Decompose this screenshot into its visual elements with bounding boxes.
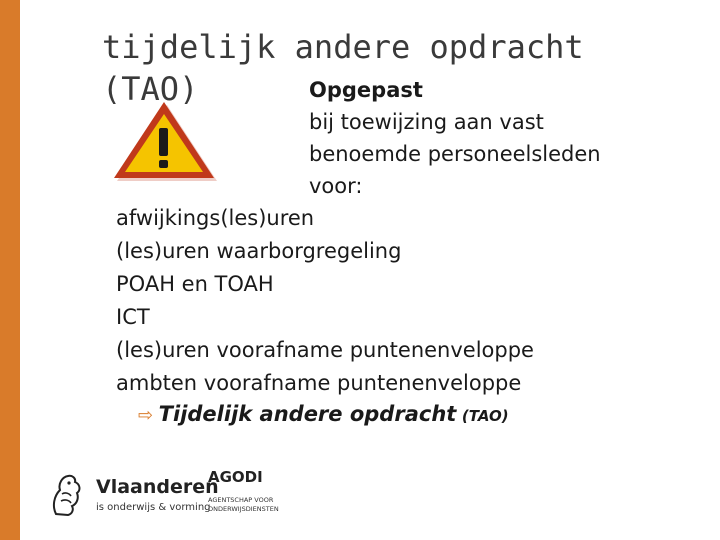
- list-item: afwijkings(les)uren: [116, 206, 315, 230]
- list-item: POAH en TOAH: [116, 272, 274, 296]
- arrow-right-icon: ⇨: [138, 405, 154, 426]
- assignment-list: [116, 202, 534, 400]
- slide-title: tijdelijk andere opdracht (TAO): [102, 28, 584, 108]
- warning-heading: Opgepast: [309, 78, 423, 102]
- list-item: (les)uren waarborgregeling: [116, 239, 402, 263]
- agodi-subtitle: AGENTSCHAP VOOR ONDERWIJSDIENSTEN: [208, 496, 279, 513]
- warning-text: bij toewijzing aan vast benoemde personeelsleden voor:: [309, 110, 601, 198]
- conclusion-text: Tijdelijk andere opdracht: [158, 402, 457, 426]
- conclusion-line: [138, 402, 509, 426]
- footer-logos: [48, 468, 308, 528]
- list-item: ICT: [116, 305, 150, 329]
- vlaanderen-tagline: is onderwijs & vorming: [96, 502, 211, 513]
- agodi-logo-text: AGODI: [208, 468, 263, 486]
- list-item: ambten voorafname puntenenveloppe: [116, 371, 522, 395]
- conclusion-abbreviation: (TAO): [461, 407, 509, 425]
- vlaanderen-logo-text: Vlaanderen: [96, 476, 219, 498]
- warning-triangle-icon: [110, 98, 218, 182]
- flemish-lion-logo-icon: [48, 472, 84, 518]
- side-accent-bar: [0, 0, 20, 540]
- list-item: (les)uren voorafname puntenenveloppe: [116, 338, 534, 362]
